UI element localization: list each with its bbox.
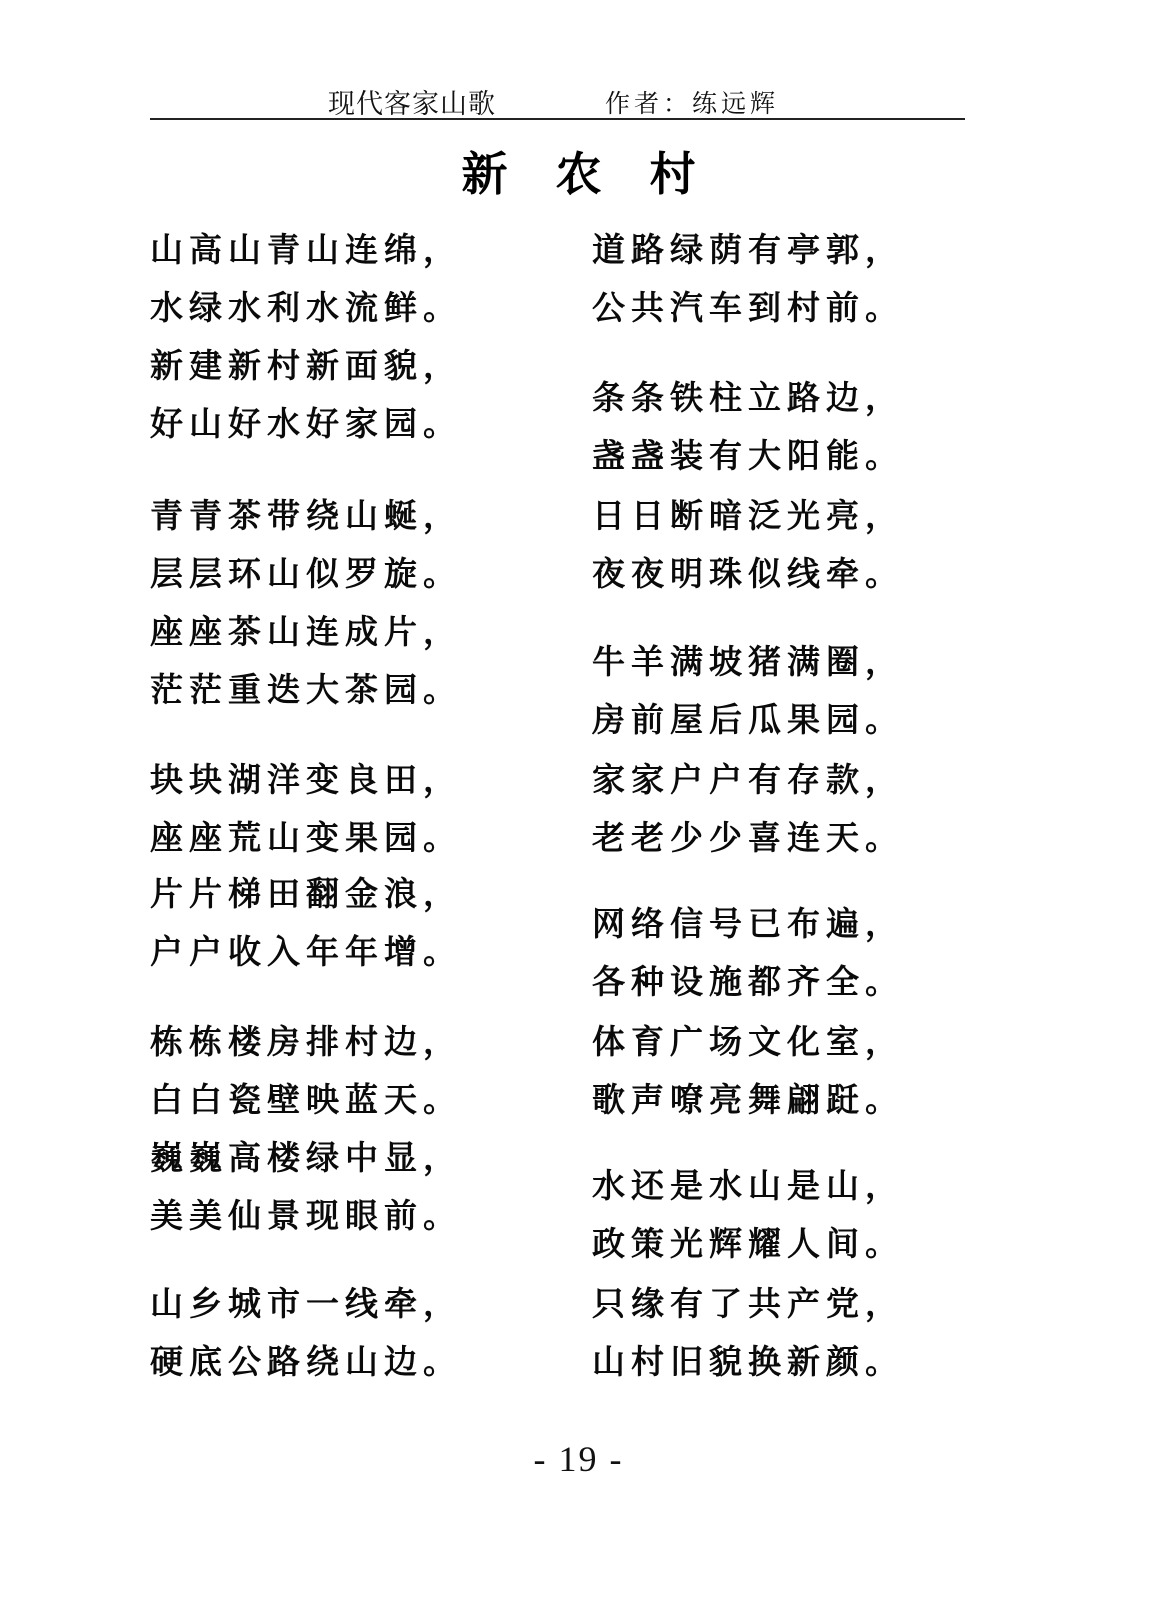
- verse-line: 房前屋后瓜果园。: [592, 700, 904, 739]
- verse-line: 水绿水利水流鲜。: [150, 288, 462, 327]
- verse-line: 户户收入年年增。: [150, 932, 462, 971]
- verse-line: 山乡城市一线牵，: [150, 1284, 462, 1323]
- verse-line: 歌声嘹亮舞翩跹。: [592, 1080, 904, 1119]
- verse-line: 各种设施都齐全。: [592, 962, 904, 1001]
- verse-line: 新建新村新面貌，: [150, 346, 462, 385]
- verse-line: 片片梯田翻金浪，: [150, 874, 462, 913]
- verse-line: 水还是水山是山，: [592, 1166, 904, 1205]
- verse-line: 层层环山似罗旋。: [150, 554, 462, 593]
- book-title: 现代客家山歌: [328, 89, 496, 120]
- page-number: - 19 -: [533, 1439, 624, 1479]
- verse-line: 盏盏装有大阳能。: [592, 436, 904, 475]
- verse-line: 道路绿荫有亭郭，: [592, 230, 904, 269]
- verse-line: 硬底公路绕山边。: [150, 1342, 462, 1381]
- verse-line: 栋栋楼房排村边，: [150, 1022, 462, 1061]
- verse-line: 网络信号已布遍，: [592, 904, 904, 943]
- verse-line: 只缘有了共产党，: [592, 1284, 904, 1323]
- verse-line: 政策光辉耀人间。: [592, 1224, 904, 1263]
- author-credit: 作者：练远辉: [605, 89, 780, 118]
- verse-line: 青青茶带绕山蜒，: [150, 496, 462, 535]
- verse-line: 家家户户有存款，: [592, 760, 904, 799]
- verse-line: 座座荒山变果园。: [150, 818, 462, 857]
- verse-line: 老老少少喜连天。: [592, 818, 904, 857]
- poem-title: 新农村: [461, 147, 744, 201]
- verse-line: 美美仙景现眼前。: [150, 1196, 462, 1235]
- verse-line: 条条铁柱立路边，: [592, 378, 904, 417]
- verse-line: 茫茫重迭大茶园。: [150, 670, 462, 709]
- verse-line: 巍巍高楼绿中显，: [150, 1138, 462, 1177]
- verse-line: 夜夜明珠似线牵。: [592, 554, 904, 593]
- verse-line: 山高山青山连绵，: [150, 230, 462, 269]
- verse-line: 块块湖洋变良田，: [150, 760, 462, 799]
- verse-line: 山村旧貌换新颜。: [592, 1342, 904, 1381]
- running-header: [150, 78, 965, 120]
- verse-line: 好山好水好家园。: [150, 404, 462, 443]
- verse-line: 牛羊满坡猪满圈，: [592, 642, 904, 681]
- verse-line: 公共汽车到村前。: [592, 288, 904, 327]
- verse-line: 日日断暗泛光亮，: [592, 496, 904, 535]
- verse-line: 体育广场文化室，: [592, 1022, 904, 1061]
- verse-line: 座座茶山连成片，: [150, 612, 462, 651]
- verse-line: 白白瓷壁映蓝天。: [150, 1080, 462, 1119]
